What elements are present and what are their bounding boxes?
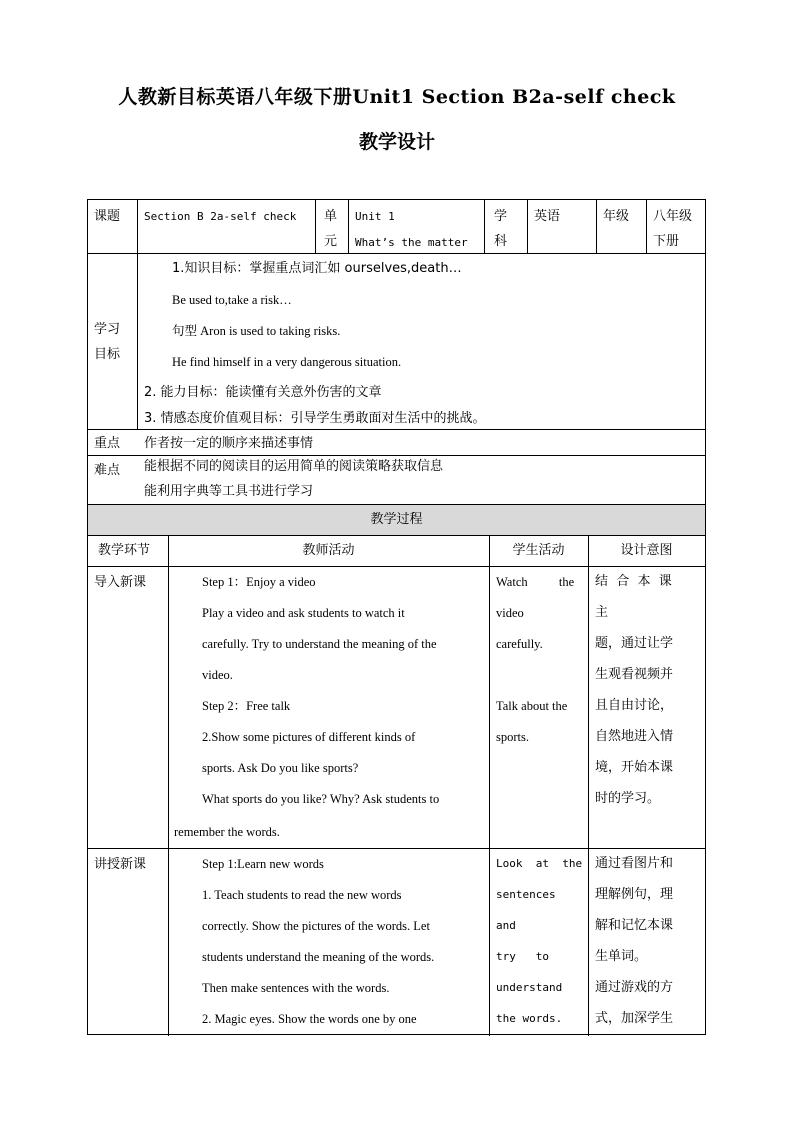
student-line: [496, 665, 574, 696]
intent-line: 题，通过让学: [595, 636, 674, 651]
rule: [527, 200, 528, 253]
teacher-line: remember the words.: [174, 825, 280, 839]
rule: [88, 429, 705, 430]
key-point-label: 重点: [94, 436, 121, 451]
stage-cell: 导入新课: [94, 575, 147, 590]
goal-line: He find himself in a very dangerous situation.: [172, 355, 402, 369]
grade-value-1: 八年级: [653, 209, 693, 224]
intent-line: 通过看图片和: [595, 856, 674, 871]
student-line: carefully.: [496, 637, 543, 651]
document-subtitle: 教学设计: [358, 131, 435, 153]
rule: [348, 200, 349, 253]
student-line: Talk about the: [496, 699, 568, 713]
column-header-student: 学生活动: [512, 543, 565, 558]
student-line: and: [496, 919, 516, 932]
intent-line: 自然地进入情: [595, 729, 674, 744]
student-activity: [496, 854, 582, 1040]
subject-value: 英语: [534, 209, 561, 224]
lesson-plan-table: [87, 199, 706, 1035]
design-intent: [595, 572, 673, 820]
rule: [88, 848, 705, 849]
teacher-line: video.: [202, 668, 233, 682]
subject-label-1: 学: [494, 209, 508, 224]
rule: [88, 566, 705, 567]
unit-value-1: Unit 1: [355, 210, 395, 223]
teacher-line: students understand the meaning of the words.: [202, 950, 435, 964]
stage-cell: 讲授新课: [94, 857, 147, 872]
unit-value-2: What’s the matter: [355, 236, 468, 249]
grade-label: 年级: [603, 209, 630, 224]
teacher-line: carefully. Try to understand the meaning of the: [202, 637, 437, 651]
rule: [88, 504, 705, 505]
student-line: Look at the: [496, 857, 583, 870]
rule: [489, 535, 490, 1036]
teacher-activity: [202, 854, 434, 1040]
goal-line: 2. 能力目标：能读懂有关意外伤害的文章: [144, 385, 382, 400]
rule: [137, 200, 138, 253]
intent-line: 结 合 本 课: [595, 574, 672, 589]
student-line: try to: [496, 950, 549, 963]
rule: [484, 200, 485, 253]
rule: [588, 535, 589, 1036]
column-header-intent: 设计意图: [620, 543, 673, 558]
goal-line: 3. 情感态度价值观目标：引导学生勇敢面对生活中的挑战。: [144, 411, 486, 426]
grade-value-2: 下册: [653, 234, 680, 249]
column-header-stage: 教学环节: [98, 543, 151, 558]
topic-value: Section B 2a-self check: [144, 210, 297, 223]
column-header-teacher: 教师活动: [302, 543, 355, 558]
goals-list: [172, 259, 462, 383]
rule: [88, 535, 705, 536]
student-line: sentences: [496, 888, 556, 901]
difficulty-line: 能根据不同的阅读目的运用简单的阅读策略获取信息: [144, 459, 444, 474]
teacher-line: sports. Ask Do you like sports?: [202, 761, 359, 775]
intent-line: 生观看视频并: [595, 667, 674, 682]
student-line: Watch the: [496, 575, 575, 589]
student-line: understand: [496, 981, 563, 994]
goals-label-2: 目标: [94, 347, 121, 362]
intent-line: 解和记忆本课: [595, 918, 674, 933]
difficulty-label: 难点: [94, 463, 121, 478]
teacher-line: 1. Teach students to read the new words: [202, 888, 402, 902]
topic-label: 课题: [94, 209, 121, 224]
teacher-line: correctly. Show the pictures of the words. Let: [202, 919, 430, 933]
teacher-line: Step 1：Enjoy a video: [202, 575, 316, 589]
rule: [596, 200, 597, 253]
goal-line: 句型 Aron is used to taking risks.: [172, 324, 341, 338]
teacher-line: Play a video and ask students to watch it: [202, 606, 405, 620]
teacher-line: 2.Show some pictures of different kinds of: [202, 730, 416, 744]
teacher-line: Step 1:Learn new words: [202, 857, 324, 871]
teacher-line: 2. Magic eyes. Show the words one by one: [202, 1012, 417, 1026]
rule: [137, 253, 138, 429]
teacher-activity: [202, 572, 439, 820]
intent-line: 时的学习。: [595, 791, 661, 806]
teacher-line: What sports do you like? Why? Ask students to: [202, 792, 440, 806]
student-line: the words.: [496, 1012, 563, 1025]
goal-line: Be used to,take a risk…: [172, 293, 292, 307]
key-point-text: 作者按一定的顺序来描述事情: [144, 436, 314, 451]
rule: [168, 535, 169, 1036]
intent-line: 主: [595, 605, 609, 620]
intent-line: 且自由讨论，: [595, 698, 674, 713]
unit-label-2: 元: [324, 234, 338, 249]
intent-line: 式，加深学生: [595, 1011, 674, 1026]
rule: [88, 455, 705, 456]
intent-line: 境，开始本课: [595, 760, 674, 775]
teacher-line: Step 2：Free talk: [202, 699, 291, 713]
intent-line: 通过游戏的方: [595, 980, 674, 995]
design-intent: [595, 854, 673, 1040]
rule: [646, 200, 647, 253]
intent-line: 理解例句，理: [595, 887, 674, 902]
difficulty-line: 能利用字典等工具书进行学习: [144, 484, 314, 499]
subject-label-2: 科: [494, 234, 508, 249]
rule: [88, 253, 705, 254]
teacher-line: Then make sentences with the words.: [202, 981, 390, 995]
intent-line: 生单词。: [595, 949, 648, 964]
student-line: sports.: [496, 730, 529, 744]
document-title: 人教新目标英语八年级下册Unit1 Section B2a-self check: [118, 86, 676, 108]
goal-line: 1.知识目标：掌握重点词汇如 ourselves,death…: [172, 261, 462, 276]
goals-label-1: 学习: [94, 322, 121, 337]
unit-label-1: 单: [324, 209, 338, 224]
process-header: 教学过程: [370, 512, 423, 527]
rule: [315, 200, 316, 253]
student-line: video: [496, 606, 524, 620]
student-activity: [496, 572, 574, 758]
